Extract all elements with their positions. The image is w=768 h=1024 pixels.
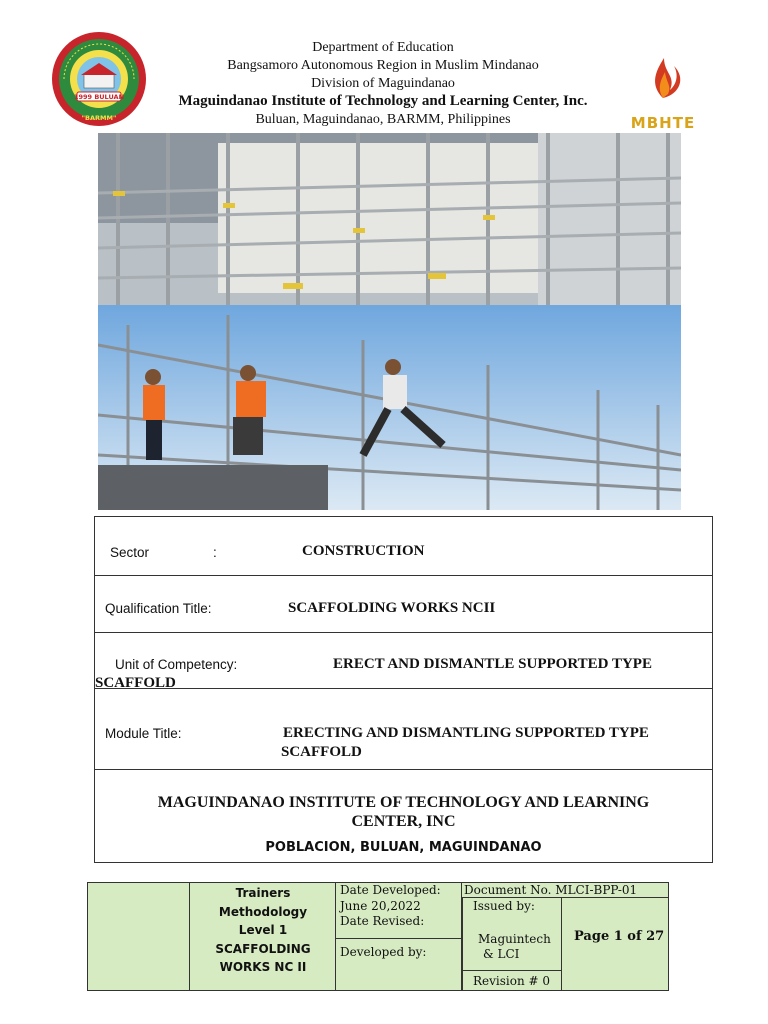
- document-number-cell: [462, 883, 668, 898]
- header-division: Division of Maguindanao: [311, 76, 455, 91]
- date-developed-value: June 20,2022: [340, 899, 421, 913]
- footer-blank-cell: [88, 883, 190, 990]
- seal-year-town: 1999 BULUAN: [73, 93, 125, 101]
- sector-colon: :: [213, 545, 217, 560]
- module-value-line1: ERECTING AND DISMANTLING SUPPORTED TYPE: [283, 725, 649, 741]
- issued-by-value-line1: Maguintech: [478, 932, 551, 946]
- module-info-box: [94, 516, 713, 863]
- unit-of-competency-row: [95, 633, 712, 689]
- qualification-row: [95, 576, 712, 633]
- unit-value-line1: ERECT AND DISMANTLE SUPPORTED TYPE: [333, 656, 652, 672]
- sector-label: Sector: [110, 545, 150, 560]
- unit-value-line2: SCAFFOLD: [95, 675, 176, 691]
- page-number: Page 1 of 27: [574, 929, 665, 944]
- qualification-label: Qualification Title:: [105, 601, 212, 616]
- footer-title-cell: [190, 883, 336, 990]
- revision-number: Revision # 0: [473, 974, 551, 988]
- institution-address: POBLACION, BULUAN, MAGUINDANAO: [265, 840, 542, 855]
- date-revised-label: Date Revised:: [340, 914, 425, 928]
- sector-value: CONSTRUCTION: [302, 543, 425, 559]
- mbhte-logo: [618, 28, 708, 136]
- footer-title-line: Methodology: [218, 904, 308, 919]
- footer-title-line: SCAFFOLDING: [215, 941, 311, 956]
- footer-dates-cell: [336, 883, 462, 990]
- header-institution: Maguindanao Institute of Technology and Learning Center, Inc.: [178, 93, 588, 109]
- document-number: Document No. MLCI-BPP-01: [464, 883, 638, 897]
- footer-title-line: WORKS NC II: [219, 960, 307, 974]
- school-seal-logo: [50, 30, 148, 128]
- scaffolding-building-photo: [98, 133, 681, 305]
- qualification-value: SCAFFOLDING WORKS NCII: [288, 600, 496, 616]
- institution-line2: CENTER, INC: [351, 813, 456, 830]
- header-department: Department of Education: [312, 40, 454, 55]
- module-label: Module Title:: [105, 726, 182, 741]
- workers-on-scaffold-photo: [98, 305, 681, 510]
- mbhte-logo-text: MBHTE: [630, 114, 696, 132]
- page-number-cell: [562, 898, 668, 990]
- footer-title-line: Level 1: [238, 923, 288, 937]
- institution-line1: MAGUINDANAO INSTITUTE OF TECHNOLOGY AND LEARNING: [157, 794, 650, 811]
- sector-row: [95, 517, 712, 576]
- svg-text:"BARMM": "BARMM": [81, 114, 117, 122]
- document-control-table: [87, 882, 669, 991]
- module-value-line2: SCAFFOLD: [281, 744, 362, 760]
- developed-by-label: Developed by:: [340, 945, 427, 959]
- footer-title-line: Trainers: [235, 886, 291, 900]
- module-title-row: [95, 689, 712, 770]
- header-region: Bangsamoro Autonomous Region in Muslim Mindanao: [227, 58, 539, 73]
- institution-row: [95, 770, 712, 864]
- issued-by-label: Issued by:: [473, 899, 535, 913]
- header-address: Buluan, Maguindanao, BARMM, Philippines: [255, 112, 511, 127]
- date-developed-label: Date Developed:: [340, 883, 441, 897]
- unit-label: Unit of Competency:: [115, 657, 238, 672]
- issued-by-cell: [462, 898, 562, 990]
- issued-by-value-line2: & LCI: [483, 947, 520, 961]
